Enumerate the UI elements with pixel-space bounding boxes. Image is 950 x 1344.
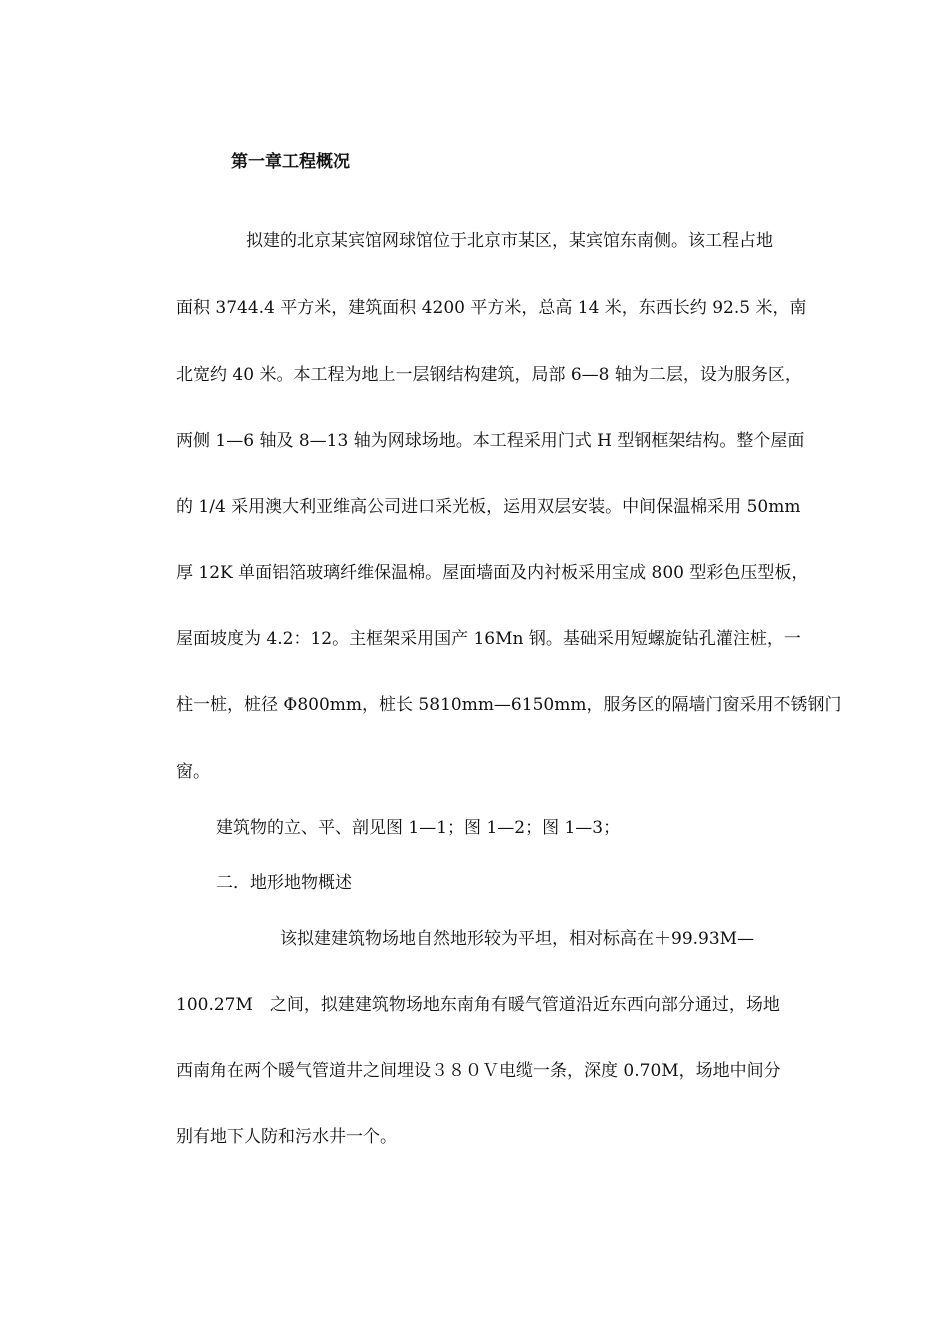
paragraph-line: 西南角在两个暖气管道井之间埋设３８０Ｖ电缆一条，深度 0.70M，场地中间分 <box>176 1061 781 1081</box>
paragraph-line: 厚 12K 单面铝箔玻璃纤维保温棉。屋面墙面及内衬板采用宝成 800 型彩色压型板， <box>176 563 809 583</box>
paragraph-line: 的 1/4 采用澳大利亚维高公司进口采光板，运用双层安装。中间保温棉采用 50mm <box>176 497 801 517</box>
paragraph-line: 面积 3744.4 平方米，建筑面积 4200 平方米，总高 14 米，东西长约 92.5 米，南 <box>176 298 807 318</box>
chapter-title: 第一章工程概况 <box>231 152 350 172</box>
paragraph-line: 柱一桩，桩径 Φ800mm，桩长 5810mm—6150mm，服务区的隔墙门窗采用不锈钢门 <box>176 695 842 715</box>
paragraph-line: 两侧 1—6 轴及 8—13 轴为网球场地。本工程采用门式 H 型钢框架结构。整个屋面 <box>176 431 805 451</box>
paragraph-line: 拟建的北京某宾馆网球馆位于北京市某区，某宾馆东南侧。该工程占地 <box>246 231 773 251</box>
paragraph-line: 北宽约 40 米。本工程为地上一层钢结构建筑，局部 6—8 轴为二层，设为服务区， <box>176 365 802 385</box>
section-heading: 二．地形地物概述 <box>216 873 352 893</box>
paragraph-line: 屋面坡度为 4.2：12。主框架采用国产 16Mn 钢。基础采用短螺旋钻孔灌注桩，一 <box>176 629 801 649</box>
figure-reference: 建筑物的立、平、剖见图 1—1；图 1—2；图 1—3； <box>216 818 621 838</box>
paragraph-line: 别有地下人防和污水井一个。 <box>176 1127 397 1147</box>
paragraph-line: 该拟建建筑物场地自然地形较为平坦，相对标高在＋99.93M— <box>280 929 755 949</box>
paragraph-line: 100.27M 之间，拟建建筑物场地东南角有暖气管道沿近东西向部分通过，场地 <box>176 995 780 1015</box>
paragraph-line: 窗。 <box>176 762 210 782</box>
